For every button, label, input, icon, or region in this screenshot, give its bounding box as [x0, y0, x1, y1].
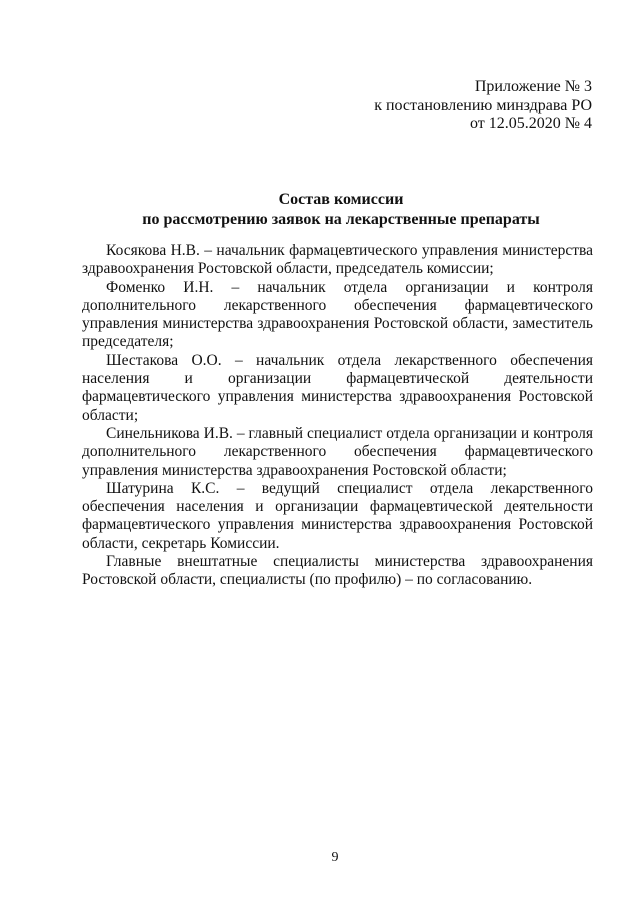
- appendix-date: от 12.05.2020 № 4: [469, 115, 592, 132]
- member-chair: Косякова Н.В. – начальник фармацевтического управления министерства здравоохранения Ростовской области, председатель комиссии;: [82, 242, 593, 278]
- document-title: [0, 190, 640, 230]
- member-external-specialists: Главные внештатные специалисты министерства здравоохранения Ростовской области, специалисты (по профилю) – по согласованию.: [82, 553, 593, 589]
- title-line-2: по рассмотрению заявок на лекарственные препараты: [142, 211, 540, 228]
- commission-members: [82, 242, 593, 590]
- page-number: 9: [331, 850, 339, 865]
- appendix-header: [374, 78, 592, 134]
- appendix-reference: к постановлению минздрава РО: [374, 96, 592, 114]
- member-secretary: Шатурина К.С. – ведущий специалист отдела лекарственного обеспечения населения и организации фармацевтической деятельности фармацевтического управления министерства здравоохранения Ростовской области, секретарь Комиссии.: [82, 479, 593, 552]
- appendix-number: Приложение № 3: [474, 78, 592, 95]
- member-sinelnikova: Синельникова И.В. – главный специалист отдела организации и контроля дополнительного лекарственного обеспечения фармацевтического управления министерства здравоохранения Ростовской области;: [82, 424, 593, 479]
- title-line-1: Состав комиссии: [278, 191, 404, 208]
- member-deputy-chair: Фоменко И.Н. – начальник отдела организации и контроля дополнительного лекарственного обеспечения фармацевтического управления министерства здравоохранения Ростовской области, заместитель председателя;: [82, 278, 593, 351]
- member-shestakova: Шестакова О.О. – начальник отдела лекарственного обеспечения населения и организации фармацевтической деятельности фармацевтического управления министерства здравоохранения Ростовской области;: [82, 351, 593, 424]
